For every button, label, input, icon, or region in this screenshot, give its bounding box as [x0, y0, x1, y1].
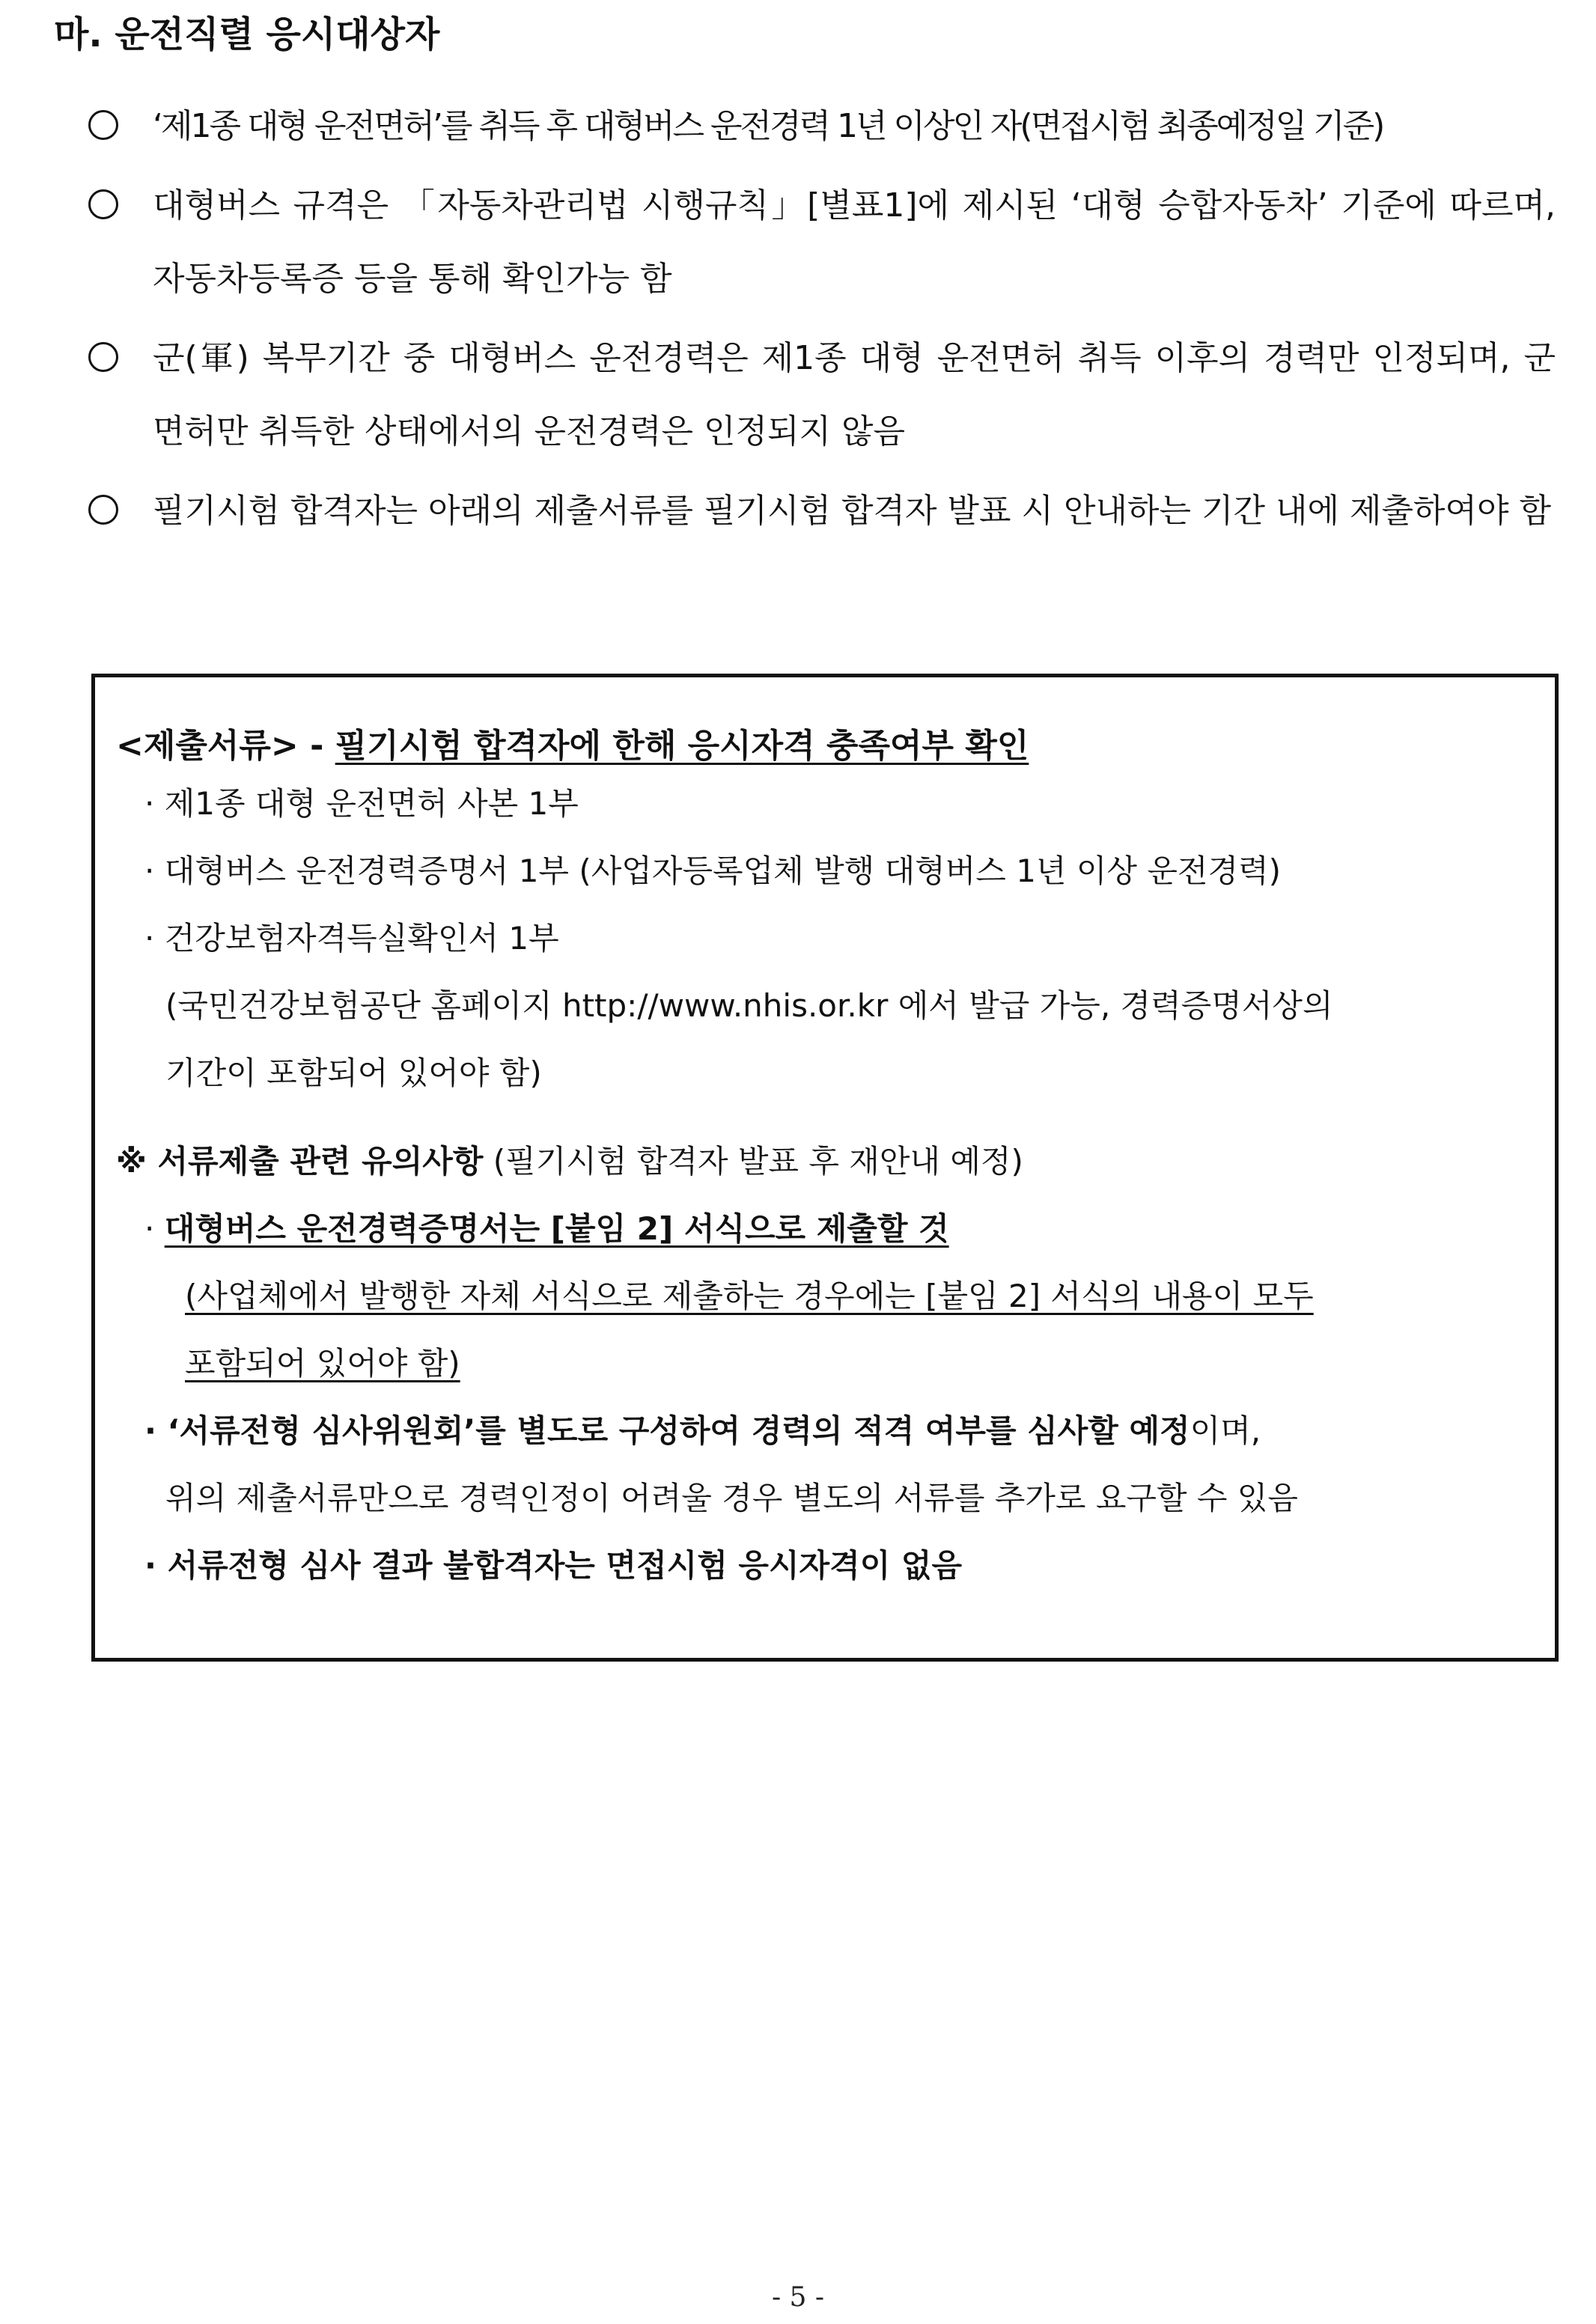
notice-item: [116, 1195, 1534, 1263]
circle-bullet-icon: [88, 342, 118, 372]
notice-bullet: ·: [144, 1210, 165, 1247]
notice-item-continuation: 위의 제출서류만으로 경력인정이 어려울 경우 별도의 서류를 추가로 요구할 수 있음: [165, 1480, 1298, 1516]
list-item-text: ‘제1종 대형 운전면허’를 취득 후 대형버스 운전경력 1년 이상인 자(면접시험 최종예정일 기준): [153, 107, 1383, 145]
circle-bullet-icon: [88, 110, 118, 140]
notice-heading: [116, 1128, 1534, 1195]
notice-note-text: (사업체에서 발행한 자체 서식으로 제출하는 경우에는 [붙임 2] 서식의 내용이 모두: [185, 1278, 1314, 1314]
section-heading: 마. 운전직렬 응시대상자: [54, 13, 440, 55]
notice-note: [116, 1330, 1534, 1397]
box-title: [116, 722, 1534, 770]
list-item: [88, 322, 1556, 469]
box-title-prefix: <제출서류> -: [116, 727, 335, 765]
page-number: - 5 -: [771, 2282, 825, 2313]
list-item: [88, 475, 1556, 548]
submission-documents-box: [91, 674, 1559, 1662]
notice-subtitle: (필기시험 합격자 발표 후 재안내 예정): [483, 1143, 1023, 1180]
doc-item: · 제1종 대형 운전면허 사본 1부: [144, 785, 579, 822]
list-item-text: 필기시험 합격자는 아래의 제출서류를 필기시험 합격자 발표 시 안내하는 기간 내에 제출하여야 함: [153, 492, 1551, 530]
box-title-underlined: 필기시험 합격자에 한해 응시자격 충족여부 확인: [335, 727, 1029, 765]
notice-title: ※ 서류제출 관련 유의사항: [116, 1143, 484, 1180]
notice-item-text: 대형버스 운전경력증명서는 [붙임 2] 서식으로 제출할 것: [164, 1210, 949, 1247]
list-item: [88, 90, 1556, 163]
circle-bullet-icon: [88, 189, 118, 219]
notice-item: [116, 1397, 1534, 1465]
doc-note: 기간이 포함되어 있어야 함): [165, 1055, 542, 1091]
list-item: [88, 169, 1556, 316]
list-item-text: 군(軍) 복무기간 중 대형버스 운전경력은 제1종 대형 운전면허 취득 이후의 경력만 인정되며, 군 면허만 취득한 상태에서의 운전경력은 인정되지 않음: [153, 339, 1556, 451]
doc-note: (국민건강보험공단 홈페이지 http://www.nhis.or.kr 에서 발급 가능, 경력증명서상의: [165, 987, 1333, 1024]
notice-item-bold-text: · ‘서류전형 심사위원회’를 별도로 구성하여 경력의 적격 여부를 심사할 예정: [144, 1412, 1190, 1449]
notice-note-text: 포함되어 있어야 함): [185, 1345, 460, 1382]
eligibility-list: [88, 90, 1556, 554]
notice-item: · 서류전형 심사 결과 불합격자는 면접시험 응시자격이 없음: [144, 1547, 963, 1584]
doc-item: · 건강보험자격득실확인서 1부: [144, 920, 559, 957]
circle-bullet-icon: [88, 495, 118, 525]
doc-item: · 대형버스 운전경력증명서 1부 (사업자등록업체 발행 대형버스 1년 이상 운전경력): [144, 853, 1282, 889]
notice-item-rest-text: 이며,: [1190, 1412, 1261, 1449]
list-item-text: 대형버스 규격은 「자동차관리법 시행규칙」[별표1]에 제시된 ‘대형 승합자동차’ 기준에 따르며, 자동차등록증 등을 통해 확인가능 함: [153, 186, 1556, 298]
notice-note: [116, 1263, 1534, 1330]
